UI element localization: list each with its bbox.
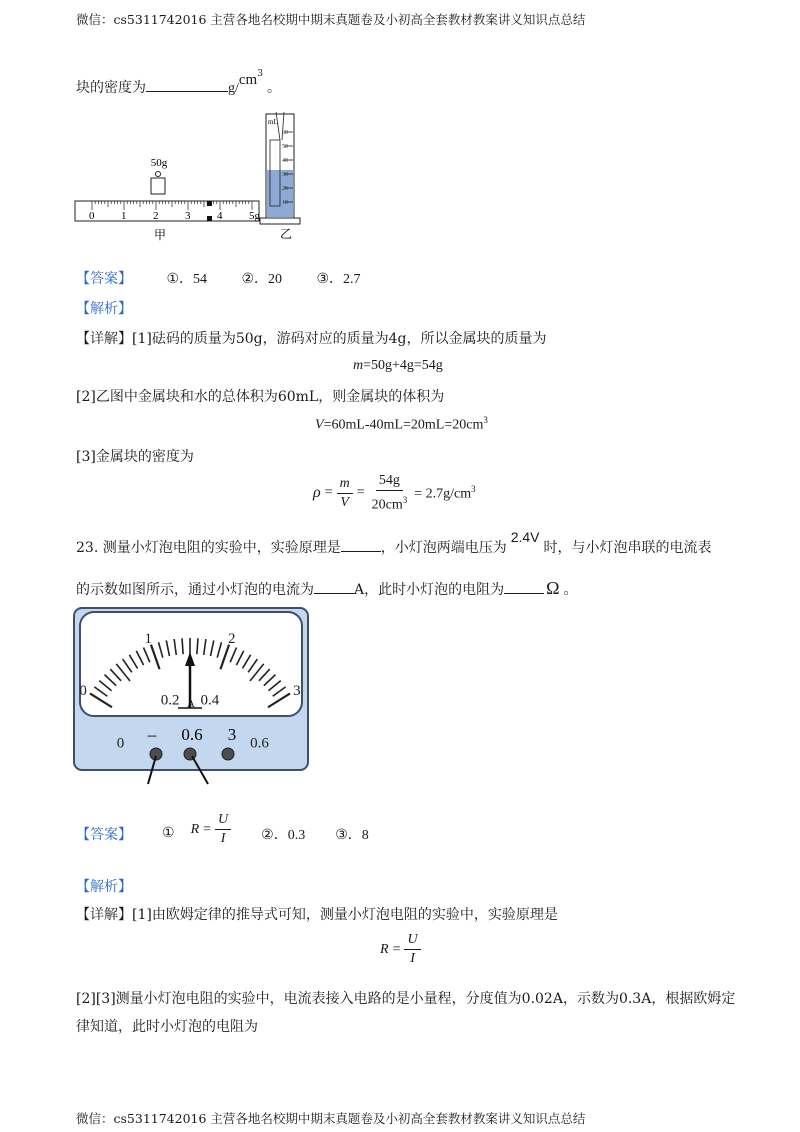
rider-top [207, 201, 212, 206]
terminal-minus-label: – [147, 725, 157, 744]
balance-scale-figure [74, 150, 264, 242]
detail-tag: 【详解】 [76, 331, 132, 347]
fraction-num-m: m [337, 476, 353, 494]
dial-upper-label: 0 [79, 683, 87, 700]
formula-u: U [215, 812, 231, 830]
q22-density-line [76, 69, 281, 97]
cylinder-mark-label: 20 [282, 186, 288, 192]
answer-blank [341, 536, 381, 552]
q23-stem-d: 的示数如图所示，通过小灯泡的电流为 [76, 582, 314, 598]
ohm-formula: R = $\frac{U}{I}$ [380, 932, 421, 967]
dial-upper-label: 1 [144, 631, 153, 648]
equation-volume [315, 415, 488, 434]
dial-lower-label: 0 [116, 735, 125, 752]
answer-blank [314, 578, 354, 594]
q23-detail-2-line2: 律知道，此时小灯泡的电阻为 [76, 1019, 258, 1035]
q22-unit-cm: cm [238, 72, 258, 88]
q23-detail-1 [76, 904, 558, 924]
ruler-tick-label: 4 [217, 210, 223, 222]
equation-mass [353, 358, 443, 374]
answer-1-formula: R = $\frac{U}{I}$ [191, 812, 232, 847]
ruler-tick-label: 0 [89, 210, 95, 222]
page-footer: 微信：cs5311742016 主营各地名校期中期末真题卷及小初高全套教材教案讲义知识点总结 [76, 1111, 586, 1126]
fraction-den-v: V [340, 494, 349, 510]
answer-blank [504, 578, 544, 594]
formula-i: I [410, 951, 415, 966]
cylinder-mark-label: 40 [282, 158, 288, 164]
pointer-unit: A [187, 698, 195, 710]
q23-stem-f: 。 [563, 582, 578, 598]
detail-text: [1]由欧姆定律的推导式可知，测量小灯泡电阻的实验中，实验原理是 [132, 907, 558, 923]
omega-symbol: Ω [546, 578, 560, 598]
q22-detail-3: [3]金属块的密度为 [76, 449, 194, 465]
cylinder-mark-label: 10 [282, 200, 288, 206]
terminal-3 [222, 748, 234, 760]
terminal-06-label: 0.6 [181, 725, 203, 744]
answer-1-circle: ① [162, 826, 175, 841]
q22-detail-2: [2]乙图中金属块和水的总体积为60mL，则金属块的体积为 [76, 389, 445, 405]
ammeter-figure [72, 606, 312, 788]
q23-answer-row [76, 812, 369, 847]
equation-volume-exp: 3 [483, 415, 488, 425]
formula-r: R [380, 941, 389, 957]
formula-i: I [220, 831, 226, 846]
q22-density-suffix: 。 [266, 80, 281, 96]
weight-block [151, 178, 165, 194]
analysis-tag: 【解析】 [76, 301, 132, 317]
ruler-tick-label: 2 [153, 210, 159, 222]
answer-tag: 【答案】 [76, 271, 132, 287]
detail-tag: 【详解】 [76, 907, 132, 923]
dial-lower-label: 0.4 [200, 692, 220, 709]
figure-caption-jia: 甲 [154, 228, 167, 242]
page-header: 微信：cs5311742016 主营各地名校期中期末真题卷及小初高全套教材教案讲义知识点总结 [76, 12, 586, 27]
terminal-3-label: 3 [227, 725, 237, 744]
cylinder-base [260, 218, 300, 224]
q23-stem-line2 [76, 578, 578, 599]
ruler-tick-label: 1 [121, 210, 127, 222]
dial-lower-label: 0.6 [250, 735, 269, 752]
answer-2: ②．0.3 [261, 827, 306, 843]
q22-detail-1 [76, 328, 546, 348]
dial-tick [197, 638, 198, 654]
dial-upper-label: 3 [293, 683, 301, 700]
var-v: V [315, 417, 324, 433]
equation-density: ρ = $\frac{m}{V}$ = $\frac{54g}{20cm^3}$ = $2.7g/cm^3$ [313, 473, 476, 513]
answer-3: ③．8 [335, 827, 369, 843]
fraction-den-20cm: 20cm [371, 497, 403, 513]
formula-u: U [404, 932, 420, 950]
fraction-values [369, 473, 411, 514]
q23-stem-a: 23. 测量小灯泡电阻的实验中，实验原理是 [76, 540, 341, 556]
ruler-tick-label: 5g [249, 210, 260, 222]
dial-upper-label: 2 [227, 631, 236, 648]
q23-detail-2-line1: [2][3]测量小灯泡电阻的实验中，电流表接入电路的是小量程，分度值为0.02A，示数为0.3A，根据欧姆定 [76, 991, 736, 1007]
q23-stem-e: A，此时小灯泡的电阻为 [354, 582, 505, 598]
graduated-cylinder-figure [258, 110, 310, 242]
detail-text: [1]砝码的质量为50g，游码对应的质量为4g，所以金属块的质量为 [132, 331, 547, 347]
weight-hook [156, 172, 161, 177]
answer-blank [146, 76, 228, 92]
equation-volume-rest: =60mL-40mL=20mL=20cm [323, 417, 484, 433]
answer-1: ①．54 [166, 272, 208, 287]
q23-stem-line1 [76, 529, 712, 557]
density-result-exp: 3 [471, 484, 476, 494]
fraction-den-exp: 3 [402, 495, 408, 505]
cylinder-mark-label: 60 [282, 130, 288, 136]
cylinder-mark-label: 30 [282, 172, 288, 178]
fraction-m-over-v [337, 476, 353, 511]
voltage-value: 2.4V [510, 529, 540, 545]
q22-unit-exp: 3 [257, 69, 263, 80]
density-result: = 2.7g/cm [414, 486, 472, 502]
dial-lower-label: 0.2 [160, 692, 180, 709]
equation-mass-rest: =50g+4g=54g [363, 358, 443, 373]
rho-symbol: ρ [313, 484, 321, 502]
var-m: m [353, 358, 364, 373]
fraction-num-54g: 54g [376, 473, 403, 491]
formula-r: R [190, 821, 200, 837]
dial-tick [182, 638, 183, 654]
ruler-tick-label: 3 [185, 210, 191, 222]
q23-stem-b: ，小灯泡两端电压为 [380, 540, 507, 556]
answer-3: ③．2.7 [316, 272, 361, 287]
answer-2: ②．20 [241, 272, 283, 287]
weight-label: 50g [150, 157, 168, 169]
answer-tag: 【答案】 [76, 826, 132, 843]
analysis-tag: 【解析】 [76, 879, 132, 895]
figure-caption-yi: 乙 [280, 227, 293, 241]
q22-answer-row [76, 268, 361, 288]
q23-stem-c: 时，与小灯泡串联的电流表 [543, 540, 712, 556]
q22-unit-g: g/ [228, 81, 239, 96]
cylinder-unit-label: mL [268, 118, 278, 126]
q22-density-prefix: 块的密度为 [76, 80, 146, 96]
rider-bottom [207, 216, 212, 221]
cylinder-mark-label: 50 [282, 144, 288, 150]
ruler-body [75, 201, 259, 221]
